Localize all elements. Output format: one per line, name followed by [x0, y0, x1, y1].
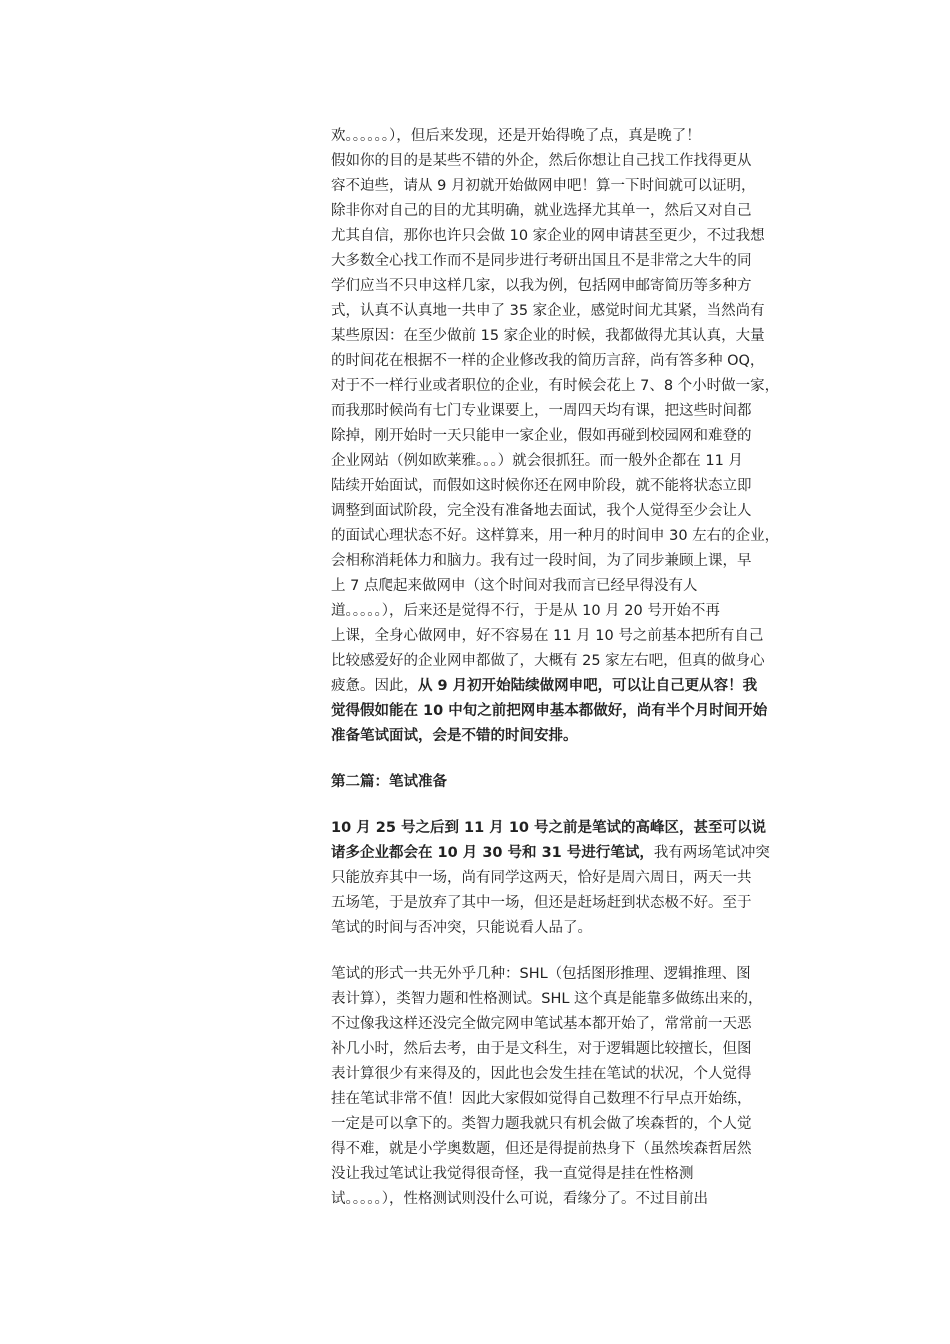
- text-run: 调整到面试阶段，完全没有准备地去面试，我个人觉得至少会让人: [331, 503, 752, 519]
- text-line: [331, 699, 821, 724]
- text-run: 对于不一样行业或者职位的企业，有时候会花上 7、8 个小时做一家，: [331, 378, 780, 394]
- text-line: [331, 816, 821, 841]
- text-line: [331, 499, 821, 524]
- text-line: [331, 599, 821, 624]
- text-run: 表计算），类智力题和性格测试。SHL 这个真是能靠多做练出来的，: [331, 991, 763, 1007]
- text-run: 试。。。。。），性格测试则没什么可说，看缘分了。不过目前出: [331, 1191, 708, 1207]
- text-line: [331, 624, 821, 649]
- text-line: [331, 866, 821, 891]
- text-run: 表计算很少有来得及的，因此也会发生挂在笔试的状况，个人觉得: [331, 1066, 752, 1082]
- text-line: [331, 1187, 821, 1212]
- text-line: [331, 324, 821, 349]
- text-line: [331, 424, 821, 449]
- text-run: 笔试的时间与否冲突，只能说看人品了。: [331, 920, 592, 936]
- text-run: 大多数全心找工作而不是同步进行考研出国且不是非常之大牛的同: [331, 253, 752, 269]
- text-line: [331, 1112, 821, 1137]
- text-run: 的时间花在根据不一样的企业修改我的简历言辞，尚有答多种 OQ，: [331, 353, 765, 369]
- text-run: 比较感爱好的企业网申都做了，大概有 25 家左右吧，但真的做身心: [331, 653, 765, 669]
- text-line: [331, 674, 821, 699]
- text-run: 只能放弃其中一场，尚有同学这两天，恰好是周六周日，两天一共: [331, 870, 752, 886]
- text-line: [331, 349, 821, 374]
- document-body: [331, 124, 821, 1212]
- text-line: [331, 174, 821, 199]
- text-line: [331, 224, 821, 249]
- text-run: 道。。。。。），后来还是觉得不行，于是从 10 月 20 号开始不再: [331, 603, 720, 619]
- text-line: [331, 149, 821, 174]
- text-line: [331, 1062, 821, 1087]
- text-run: 欢。。。。。。），但后来发现，还是开始得晚了点，真是晚了！: [331, 128, 701, 144]
- text-line: [331, 1087, 821, 1112]
- text-line: [331, 274, 821, 299]
- text-run: 疲惫。因此，: [331, 678, 418, 694]
- text-line: [331, 987, 821, 1012]
- paragraph-exam-format: [331, 962, 821, 1212]
- bold-text-run: 10 月 25 号之后到 11 月 10 号之前是笔试的高峰区，甚至可以说: [331, 820, 767, 836]
- bold-text-run: 从 9 月初开始陆续做网申吧，可以让自己更从容！我: [418, 678, 758, 694]
- text-run: 一定是可以拿下的。类智力题我就只有机会做了埃森哲的，个人觉: [331, 1116, 752, 1132]
- text-run: 不过像我这样还没完全做完网申笔试基本都开始了，常常前一天恶: [331, 1016, 752, 1032]
- text-line: [331, 374, 821, 399]
- text-line: [331, 1162, 821, 1187]
- text-line: [331, 524, 821, 549]
- bold-text-run: 准备笔试面试，会是不错的时间安排。: [331, 728, 578, 744]
- text-run: 我有两场笔试冲突: [653, 845, 770, 861]
- text-run: 五场笔，于是放弃了其中一场，但还是赶场赶到状态极不好。至于: [331, 895, 752, 911]
- text-run: 除掉，刚开始时一天只能申一家企业，假如再碰到校园网和难登的: [331, 428, 752, 444]
- text-line: [331, 574, 821, 599]
- text-line: [331, 891, 821, 916]
- text-line: [331, 474, 821, 499]
- text-line: [331, 449, 821, 474]
- paragraph-gap: [331, 795, 821, 816]
- text-run: 补几小时，然后去考，由于是文科生，对于逻辑题比较擅长，但图: [331, 1041, 752, 1057]
- text-run: 容不迫些，请从 9 月初就开始做网申吧！算一下时间就可以证明，: [331, 178, 756, 194]
- paragraph-gap: [331, 749, 821, 770]
- text-line: [331, 549, 821, 574]
- text-run: 式，认真不认真地一共申了 35 家企业，感觉时间尤其紧，当然尚有: [331, 303, 765, 319]
- text-line: [331, 962, 821, 987]
- text-run: 笔试的形式一共无外乎几种：SHL（包括图形推理、逻辑推理、图: [331, 966, 751, 982]
- text-line: [331, 724, 821, 749]
- text-line: [331, 841, 821, 866]
- text-run: 上 7 点爬起来做网申（这个时间对我而言已经早得没有人: [331, 578, 698, 594]
- paragraph-gap: [331, 941, 821, 962]
- paragraph-online-application: [331, 124, 821, 749]
- text-line: [331, 916, 821, 941]
- text-run: 得不难，就是小学奥数题，但还是得提前热身下（虽然埃森哲居然: [331, 1141, 752, 1157]
- text-line: [331, 1137, 821, 1162]
- text-run: 上课，全身心做网申，好不容易在 11 月 10 号之前基本把所有自己: [331, 628, 764, 644]
- text-run: 企业网站（例如欧莱雅。。。）就会很抓狂。而一般外企都在 11 月: [331, 453, 743, 469]
- text-line: [331, 249, 821, 274]
- section-heading: 第二篇：笔试准备: [331, 774, 447, 790]
- text-run: 没让我过笔试让我觉得很奇怪，我一直觉得是挂在性格测: [331, 1166, 694, 1182]
- bold-text-run: 诸多企业都会在 10 月 30 号和 31 号进行笔试，: [331, 845, 654, 861]
- text-line: [331, 649, 821, 674]
- text-line: [331, 399, 821, 424]
- text-run: 学们应当不只申这样几家，以我为例，包括网申邮寄简历等多种方: [331, 278, 752, 294]
- text-line: [331, 1037, 821, 1062]
- paragraph-exam-schedule: [331, 816, 821, 941]
- text-run: 陆续开始面试，而假如这时候你还在网申阶段，就不能将状态立即: [331, 478, 752, 494]
- bold-text-run: 觉得假如能在 10 中旬之前把网申基本都做好，尚有半个月时间开始: [331, 703, 768, 719]
- text-run: 的面试心理状态不好。这样算来，用一种月的时间申 30 左右的企业，: [331, 528, 780, 544]
- text-run: 会相称消耗体力和脑力。我有过一段时间，为了同步兼顾上课，早: [331, 553, 752, 569]
- text-run: 尤其自信，那你也许只会做 10 家企业的网申请甚至更少，不过我想: [331, 228, 765, 244]
- text-line: [331, 124, 821, 149]
- text-run: 挂在笔试非常不值！因此大家假如觉得自己数理不行早点开始练，: [331, 1091, 752, 1107]
- text-line: [331, 199, 821, 224]
- text-run: 假如你的目的是某些不错的外企，然后你想让自己找工作找得更从: [331, 153, 752, 169]
- text-line: [331, 299, 821, 324]
- text-line: [331, 1012, 821, 1037]
- text-run: 除非你对自己的目的尤其明确，就业选择尤其单一，然后又对自己: [331, 203, 752, 219]
- text-run: 某些原因：在至少做前 15 家企业的时候，我都做得尤其认真，大量: [331, 328, 765, 344]
- text-run: 而我那时候尚有七门专业课要上，一周四天均有课，把这些时间都: [331, 403, 752, 419]
